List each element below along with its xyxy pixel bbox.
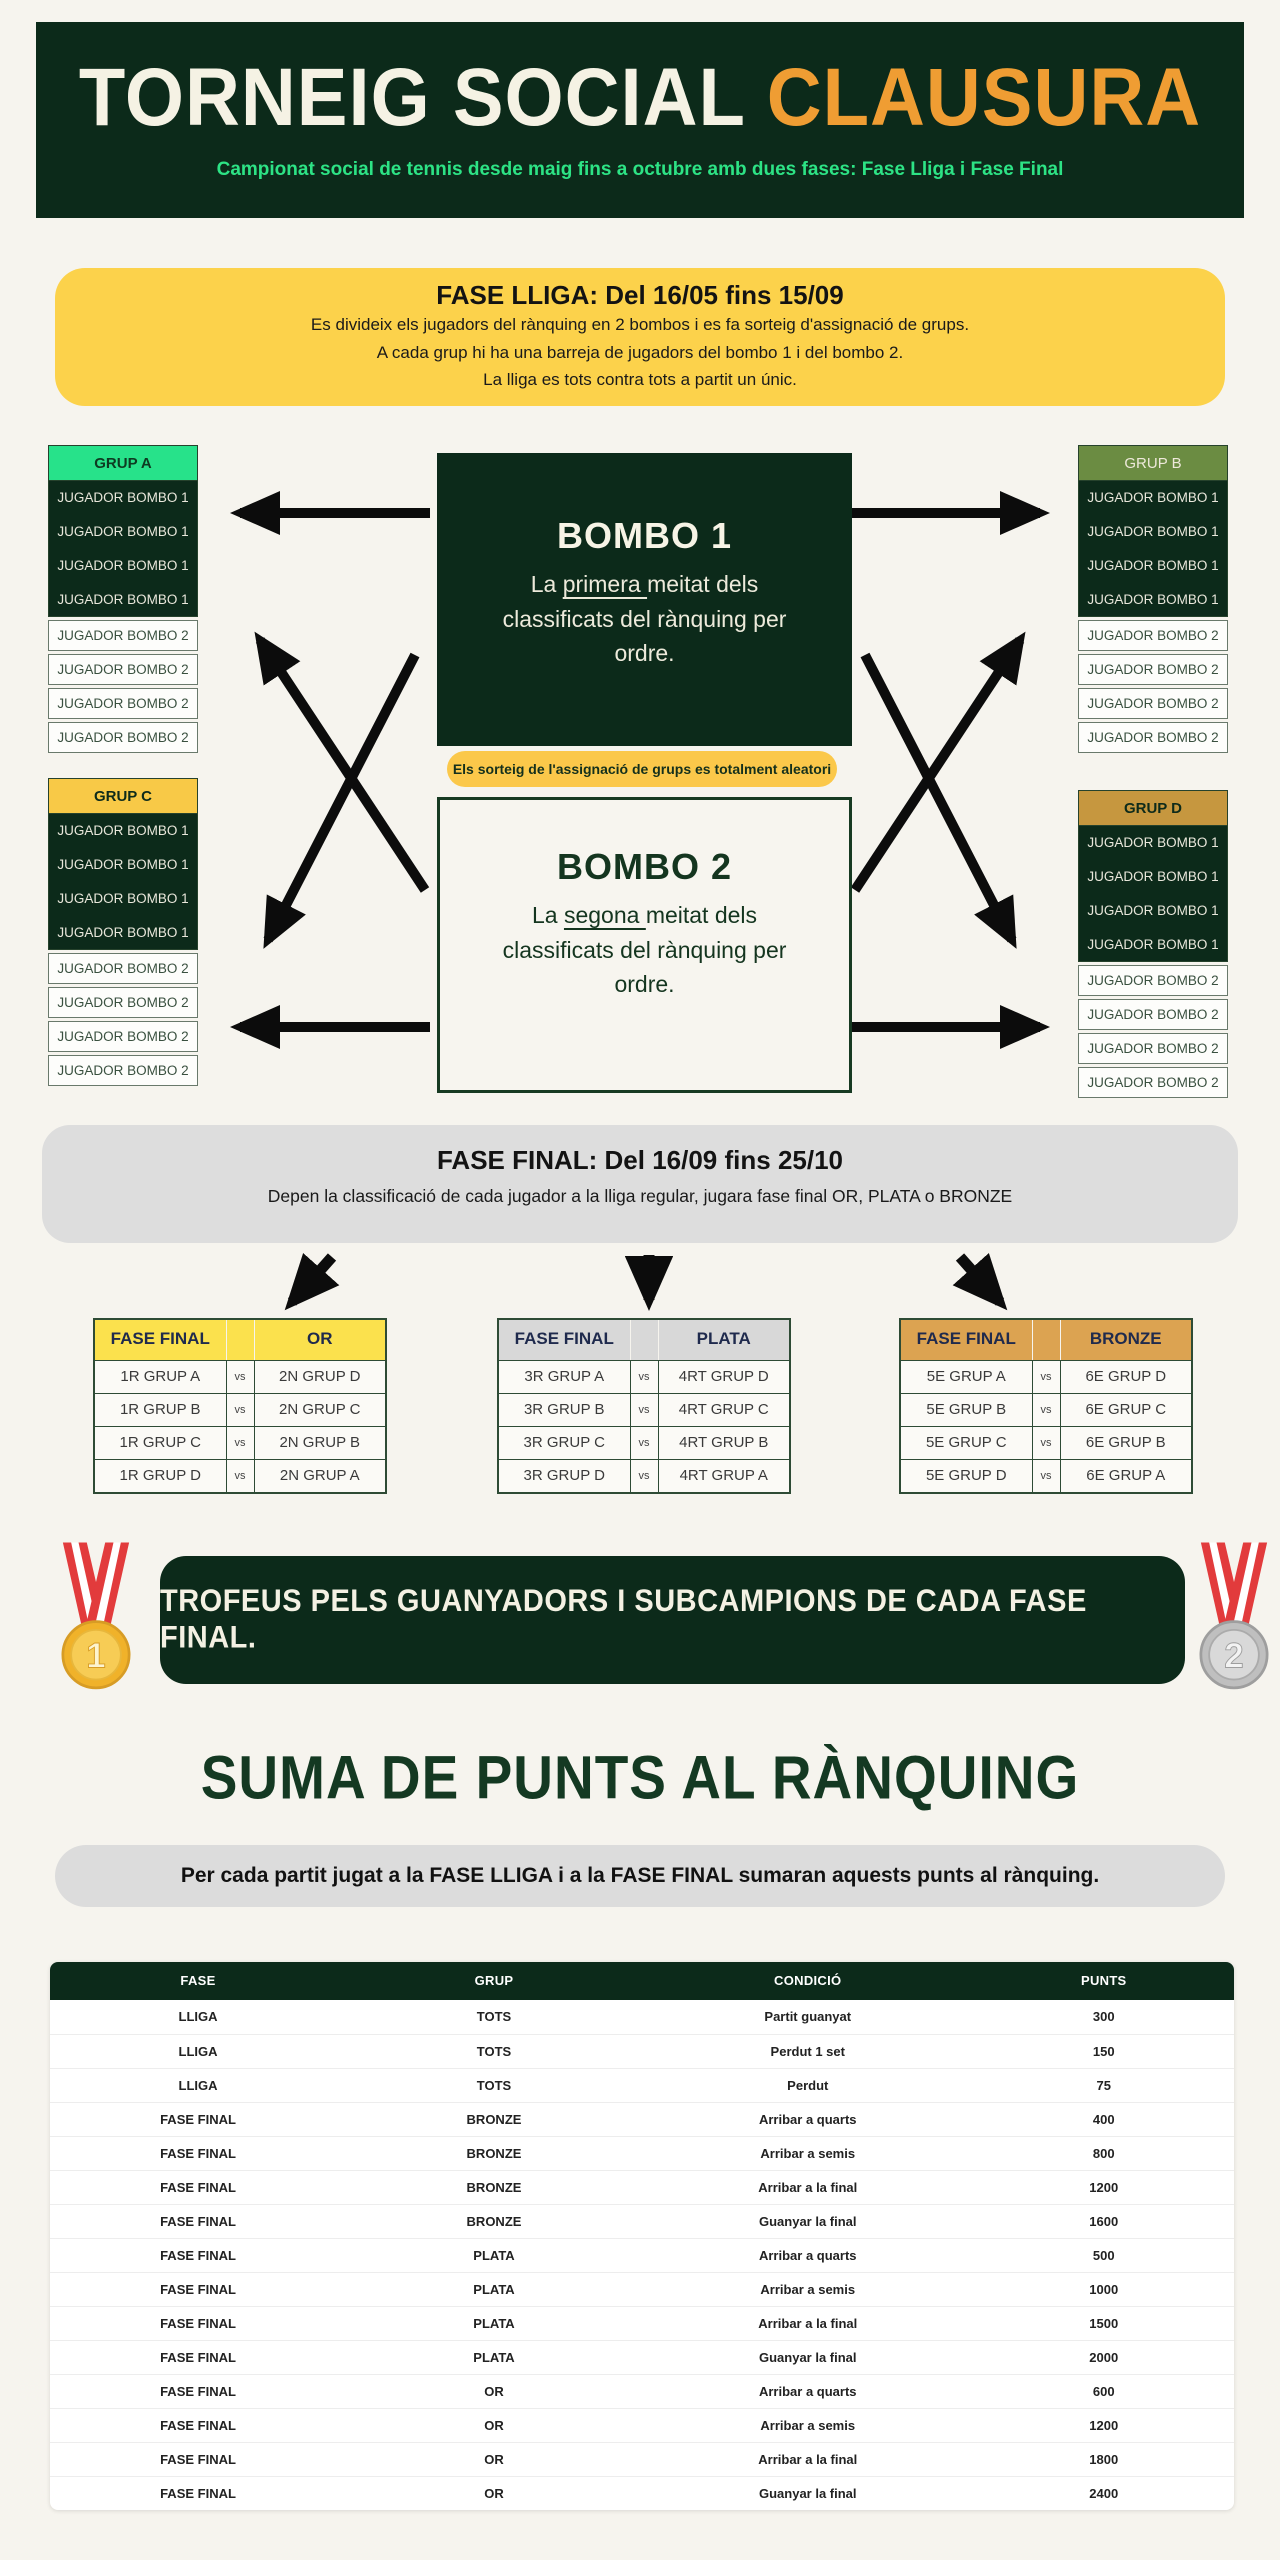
match-vs: vs bbox=[226, 1427, 255, 1459]
cell-punts: 1500 bbox=[1089, 2316, 1119, 2331]
title-accent: CLAUSURA bbox=[766, 51, 1202, 143]
cell-fase: FASE FINAL bbox=[160, 2180, 236, 2195]
match-row bbox=[901, 1393, 1191, 1426]
fase-final-box bbox=[42, 1125, 1238, 1243]
match-right: 6E GRUP A bbox=[1086, 1467, 1166, 1484]
arrow-to-bronze bbox=[960, 1257, 1000, 1302]
match-right: 6E GRUP B bbox=[1085, 1434, 1166, 1451]
points-row bbox=[50, 2408, 1234, 2442]
match-row bbox=[499, 1426, 789, 1459]
fase-final-title: FASE FINAL: Del 16/09 fins 25/10 bbox=[436, 1145, 844, 1175]
group-c-header: GRUP C bbox=[48, 778, 198, 814]
cell-condicio: Arribar a la final bbox=[758, 2180, 858, 2195]
group-row: JUGADOR BOMBO 1 bbox=[1078, 583, 1228, 617]
match-right: 4RT GRUP D bbox=[678, 1368, 769, 1385]
group-row: JUGADOR BOMBO 1 bbox=[48, 549, 198, 583]
match-vs: vs bbox=[226, 1361, 255, 1393]
fase-lliga-line: Es divideix els jugadors del rànquing en 2 bombos i es fa sorteig d'assignació de grups. bbox=[310, 315, 970, 334]
cell-grup: PLATA bbox=[473, 2282, 515, 2297]
group-row: JUGADOR BOMBO 1 bbox=[48, 583, 198, 617]
cell-grup: TOTS bbox=[476, 2078, 512, 2093]
group-row: JUGADOR BOMBO 2 bbox=[48, 722, 198, 753]
group-row: JUGADOR BOMBO 2 bbox=[1078, 1033, 1228, 1064]
bombo2-box bbox=[437, 797, 852, 1093]
fase-lliga-title: FASE LLIGA: Del 16/05 fins 15/09 bbox=[436, 280, 844, 310]
group-row: JUGADOR BOMBO 1 bbox=[1078, 860, 1228, 894]
match-right: 2N GRUP C bbox=[279, 1401, 361, 1418]
group-b-header: GRUP B bbox=[1078, 445, 1228, 481]
group-row: JUGADOR BOMBO 2 bbox=[48, 654, 198, 685]
col-fase: FASE bbox=[180, 1973, 216, 1988]
cell-fase: FASE FINAL bbox=[160, 2350, 236, 2365]
points-row bbox=[50, 2306, 1234, 2340]
points-row bbox=[50, 2000, 1234, 2034]
col-grup: GRUP bbox=[474, 1973, 514, 1988]
match-right: 4RT GRUP A bbox=[679, 1467, 768, 1484]
match-right: 2N GRUP A bbox=[279, 1467, 360, 1484]
fase-lliga-box bbox=[55, 268, 1225, 406]
fase-final-subtitle: Depen la classificació de cada jugador a la lliga regular, jugara fase final OR, PLATA o BRONZE bbox=[267, 1186, 1013, 1206]
cell-condicio: Perdut bbox=[787, 2078, 829, 2093]
cell-fase: FASE FINAL bbox=[160, 2214, 236, 2229]
bombo1-box bbox=[437, 453, 852, 746]
cell-grup: TOTS bbox=[476, 2009, 512, 2024]
cell-fase: FASE FINAL bbox=[160, 2486, 236, 2501]
cell-fase: FASE FINAL bbox=[160, 2112, 236, 2127]
final-match-tables bbox=[0, 1318, 1280, 1494]
points-table bbox=[50, 1962, 1234, 2510]
match-left: 1R GRUP D bbox=[119, 1467, 201, 1484]
group-row: JUGADOR BOMBO 2 bbox=[48, 987, 198, 1018]
header-vs-spacer bbox=[1032, 1320, 1061, 1360]
cell-condicio: Guanyar la final bbox=[758, 2486, 857, 2501]
group-row: JUGADOR BOMBO 2 bbox=[1078, 1067, 1228, 1098]
match-left: 5E GRUP B bbox=[926, 1401, 1007, 1418]
match-row bbox=[95, 1426, 385, 1459]
arrow-cross-downright bbox=[865, 655, 1012, 940]
cell-fase: FASE FINAL bbox=[160, 2452, 236, 2467]
group-row: JUGADOR BOMBO 1 bbox=[1078, 894, 1228, 928]
cell-fase: LLIGA bbox=[178, 2009, 218, 2024]
cell-punts: 150 bbox=[1092, 2044, 1115, 2059]
points-row bbox=[50, 2034, 1234, 2068]
cell-punts: 400 bbox=[1092, 2112, 1115, 2127]
match-row bbox=[901, 1459, 1191, 1492]
ranking-title: SUMA DE PUNTS AL RÀNQUING bbox=[200, 1742, 1080, 1812]
match-row bbox=[499, 1360, 789, 1393]
match-left: 3R GRUP B bbox=[523, 1401, 605, 1418]
cell-fase: FASE FINAL bbox=[160, 2248, 236, 2263]
match-row bbox=[95, 1393, 385, 1426]
group-row: JUGADOR BOMBO 2 bbox=[48, 688, 198, 719]
bronze-table-header bbox=[901, 1320, 1191, 1360]
col-condicio: CONDICIÓ bbox=[774, 1973, 842, 1988]
group-a-header: GRUP A bbox=[48, 445, 198, 481]
group-row: JUGADOR BOMBO 2 bbox=[1078, 965, 1228, 996]
group-row: JUGADOR BOMBO 1 bbox=[48, 848, 198, 882]
cell-grup: OR bbox=[484, 2486, 504, 2501]
header-vs-spacer bbox=[630, 1320, 659, 1360]
cell-fase: FASE FINAL bbox=[160, 2384, 236, 2399]
group-table-a bbox=[48, 445, 198, 753]
cell-grup: BRONZE bbox=[466, 2146, 522, 2161]
group-row: JUGADOR BOMBO 2 bbox=[48, 1055, 198, 1086]
cell-punts: 2400 bbox=[1089, 2486, 1119, 2501]
or-table bbox=[93, 1318, 387, 1494]
header-vs-spacer bbox=[226, 1320, 255, 1360]
cell-condicio: Guanyar la final bbox=[758, 2214, 857, 2229]
cell-punts: 300 bbox=[1092, 2009, 1115, 2024]
branch-arrows-svg bbox=[0, 1252, 1280, 1322]
match-right: 6E GRUP D bbox=[1085, 1368, 1167, 1385]
header-banner bbox=[36, 22, 1244, 218]
or-table-header bbox=[95, 1320, 385, 1360]
cell-fase: LLIGA bbox=[178, 2078, 218, 2093]
match-right: 2N GRUP B bbox=[279, 1434, 361, 1451]
cell-fase: FASE FINAL bbox=[160, 2418, 236, 2433]
match-left: 1R GRUP B bbox=[119, 1401, 201, 1418]
cell-punts: 2000 bbox=[1089, 2350, 1119, 2365]
col-punts: PUNTS bbox=[1080, 1973, 1127, 1988]
match-vs: vs bbox=[630, 1394, 659, 1426]
match-row bbox=[901, 1360, 1191, 1393]
match-left: 3R GRUP D bbox=[523, 1467, 605, 1484]
cell-condicio: Arribar a quarts bbox=[758, 2248, 857, 2263]
cell-fase: LLIGA bbox=[178, 2044, 218, 2059]
cell-fase: FASE FINAL bbox=[160, 2282, 236, 2297]
bronze-table bbox=[899, 1318, 1193, 1494]
bombo1-text: La primera meitat dels classificats del rànquing per ordre. bbox=[502, 571, 787, 666]
cell-grup: PLATA bbox=[473, 2350, 515, 2365]
match-row bbox=[499, 1459, 789, 1492]
group-row: JUGADOR BOMBO 1 bbox=[48, 916, 198, 950]
draw-diagram bbox=[0, 445, 1280, 1105]
cell-condicio: Guanyar la final bbox=[758, 2350, 857, 2365]
fase-lliga-line: La lliga es tots contra tots a partit un únic. bbox=[483, 370, 797, 390]
group-d-header: GRUP D bbox=[1078, 790, 1228, 826]
arrow-to-or bbox=[292, 1257, 332, 1302]
points-row bbox=[50, 2340, 1234, 2374]
cell-punts: 500 bbox=[1092, 2248, 1115, 2263]
points-row bbox=[50, 2170, 1234, 2204]
points-row bbox=[50, 2136, 1234, 2170]
cell-punts: 1000 bbox=[1089, 2282, 1119, 2297]
header-fase-final: FASE FINAL bbox=[514, 1329, 614, 1348]
group-row: JUGADOR BOMBO 2 bbox=[1078, 722, 1228, 753]
group-row: JUGADOR BOMBO 2 bbox=[48, 1021, 198, 1052]
svg-text:1: 1 bbox=[86, 1636, 106, 1676]
group-row: JUGADOR BOMBO 1 bbox=[1078, 515, 1228, 549]
match-vs: vs bbox=[1032, 1427, 1061, 1459]
points-row bbox=[50, 2272, 1234, 2306]
trophies-section bbox=[0, 1538, 1280, 1703]
header-fase-final: FASE FINAL bbox=[110, 1329, 210, 1348]
cell-grup: PLATA bbox=[473, 2316, 515, 2331]
points-row bbox=[50, 2068, 1234, 2102]
points-row bbox=[50, 2374, 1234, 2408]
match-left: 5E GRUP C bbox=[925, 1434, 1007, 1451]
match-row bbox=[499, 1393, 789, 1426]
cell-condicio: Perdut 1 set bbox=[770, 2044, 845, 2059]
match-left: 1R GRUP A bbox=[120, 1368, 201, 1385]
plata-table-header bbox=[499, 1320, 789, 1360]
bombo1-title: BOMBO 1 bbox=[556, 515, 732, 556]
points-row bbox=[50, 2102, 1234, 2136]
page-subtitle: Campionat social de tennis desde maig fins a octubre amb dues fases: Fase Lliga i Fase Final bbox=[216, 158, 1064, 180]
group-row: JUGADOR BOMBO 2 bbox=[48, 953, 198, 984]
points-row bbox=[50, 2476, 1234, 2510]
group-row: JUGADOR BOMBO 1 bbox=[1078, 826, 1228, 860]
group-row: JUGADOR BOMBO 2 bbox=[1078, 654, 1228, 685]
group-row: JUGADOR BOMBO 1 bbox=[1078, 549, 1228, 583]
cell-punts: 600 bbox=[1092, 2384, 1115, 2399]
group-row: JUGADOR BOMBO 1 bbox=[48, 515, 198, 549]
trophies-banner bbox=[160, 1556, 1185, 1684]
bombo2-text: La segona meitat dels classificats del rànquing per ordre. bbox=[502, 902, 787, 997]
group-row: JUGADOR BOMBO 2 bbox=[1078, 620, 1228, 651]
group-row: JUGADOR BOMBO 1 bbox=[48, 814, 198, 848]
points-row bbox=[50, 2442, 1234, 2476]
match-row bbox=[95, 1459, 385, 1492]
cell-grup: BRONZE bbox=[466, 2112, 522, 2127]
match-left: 1R GRUP C bbox=[119, 1434, 201, 1451]
group-table-d bbox=[1078, 790, 1228, 1098]
random-draw-note: Els sorteig de l'assignació de grups es totalment aleatori bbox=[447, 751, 837, 787]
header-plata: PLATA bbox=[696, 1329, 751, 1348]
group-table-c bbox=[48, 778, 198, 1086]
cell-grup: BRONZE bbox=[466, 2214, 522, 2229]
page-title bbox=[79, 50, 1201, 144]
cell-punts: 1600 bbox=[1089, 2214, 1119, 2229]
group-row: JUGADOR BOMBO 2 bbox=[1078, 688, 1228, 719]
cell-fase: FASE FINAL bbox=[160, 2316, 236, 2331]
cell-punts: 1800 bbox=[1089, 2452, 1119, 2467]
group-row: JUGADOR BOMBO 1 bbox=[1078, 928, 1228, 962]
header-fase-final: FASE FINAL bbox=[916, 1329, 1016, 1348]
match-left: 5E GRUP D bbox=[925, 1467, 1007, 1484]
cell-grup: PLATA bbox=[473, 2248, 515, 2263]
arrow-cross-downleft bbox=[268, 655, 415, 940]
match-left: 5E GRUP A bbox=[926, 1368, 1006, 1385]
match-right: 6E GRUP C bbox=[1085, 1401, 1167, 1418]
cell-grup: OR bbox=[484, 2452, 504, 2467]
header-bronze: BRONZE bbox=[1089, 1329, 1162, 1348]
header-or: OR bbox=[307, 1329, 333, 1348]
cell-condicio: Arribar a quarts bbox=[758, 2112, 857, 2127]
plata-table bbox=[497, 1318, 791, 1494]
match-vs: vs bbox=[226, 1394, 255, 1426]
bombo2-title: BOMBO 2 bbox=[556, 846, 732, 887]
cell-grup: OR bbox=[484, 2384, 504, 2399]
trophies-text: TROFEUS PELS GUANYADORS I SUBCAMPIONS DE CADA FASE FINAL. bbox=[160, 1583, 1087, 1656]
points-row bbox=[50, 2238, 1234, 2272]
silver-medal-icon bbox=[1188, 1538, 1280, 1696]
cell-condicio: Arribar a semis bbox=[760, 2418, 856, 2433]
cell-fase: FASE FINAL bbox=[160, 2146, 236, 2161]
cell-punts: 800 bbox=[1092, 2146, 1115, 2161]
group-row: JUGADOR BOMBO 1 bbox=[1078, 481, 1228, 515]
title-main: TORNEIG SOCIAL bbox=[78, 51, 767, 143]
match-right: 2N GRUP D bbox=[279, 1368, 361, 1385]
match-left: 3R GRUP C bbox=[523, 1434, 605, 1451]
group-table-b bbox=[1078, 445, 1228, 753]
cell-punts: 1200 bbox=[1089, 2180, 1119, 2195]
ranking-note-box bbox=[55, 1845, 1225, 1907]
cell-grup: TOTS bbox=[476, 2044, 512, 2059]
match-vs: vs bbox=[1032, 1394, 1061, 1426]
fase-lliga-line: A cada grup hi ha una barreja de jugadors del bombo 1 i del bombo 2. bbox=[376, 342, 904, 362]
cell-condicio: Arribar a quarts bbox=[758, 2384, 857, 2399]
match-row bbox=[901, 1426, 1191, 1459]
cell-grup: BRONZE bbox=[466, 2180, 522, 2195]
cell-punts: 75 bbox=[1096, 2078, 1111, 2093]
points-table-header bbox=[50, 1962, 1234, 2000]
match-vs: vs bbox=[226, 1460, 255, 1492]
match-vs: vs bbox=[1032, 1361, 1061, 1393]
group-row: JUGADOR BOMBO 2 bbox=[1078, 999, 1228, 1030]
cell-condicio: Partit guanyat bbox=[764, 2009, 852, 2024]
cell-condicio: Arribar a la final bbox=[758, 2316, 858, 2331]
match-vs: vs bbox=[1032, 1460, 1061, 1492]
cell-grup: OR bbox=[484, 2418, 504, 2433]
branch-arrows bbox=[0, 1252, 1280, 1322]
match-right: 4RT GRUP C bbox=[678, 1401, 769, 1418]
match-vs: vs bbox=[630, 1460, 659, 1492]
cell-condicio: Arribar a la final bbox=[758, 2452, 858, 2467]
group-row: JUGADOR BOMBO 2 bbox=[48, 620, 198, 651]
points-row bbox=[50, 2204, 1234, 2238]
svg-text:2: 2 bbox=[1224, 1636, 1244, 1676]
gold-medal-icon bbox=[50, 1538, 142, 1696]
cell-punts: 1200 bbox=[1089, 2418, 1119, 2433]
match-left: 3R GRUP A bbox=[524, 1368, 605, 1385]
ranking-note: Per cada partit jugat a la FASE LLIGA i a la FASE FINAL sumaran aquests punts al rànquing. bbox=[180, 1864, 1100, 1887]
match-row bbox=[95, 1360, 385, 1393]
group-row: JUGADOR BOMBO 1 bbox=[48, 882, 198, 916]
match-vs: vs bbox=[630, 1361, 659, 1393]
match-right: 4RT GRUP B bbox=[679, 1434, 769, 1451]
cell-condicio: Arribar a semis bbox=[760, 2282, 856, 2297]
match-vs: vs bbox=[630, 1427, 659, 1459]
cell-condicio: Arribar a semis bbox=[760, 2146, 856, 2161]
group-row: JUGADOR BOMBO 1 bbox=[48, 481, 198, 515]
